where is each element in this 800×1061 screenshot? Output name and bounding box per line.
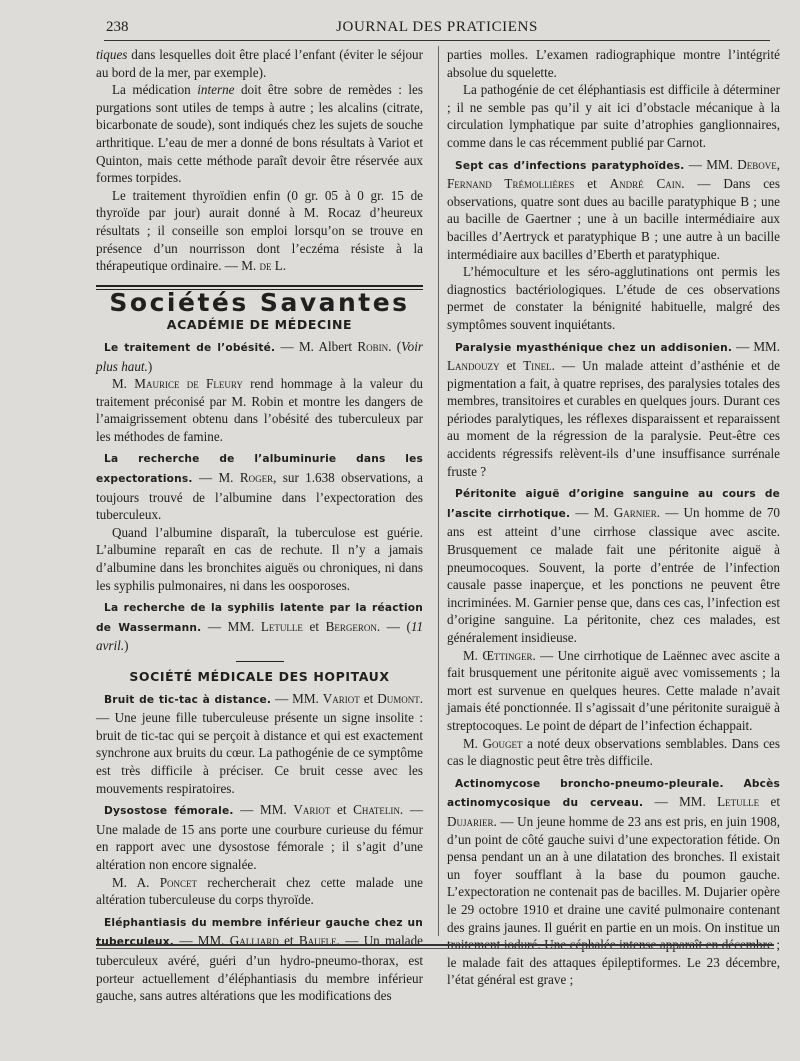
article-title: Paralysie myasthénique chez un addisonien. (455, 341, 733, 354)
text: M. (463, 735, 483, 751)
text: doit être sobre de remèdes : les purgations sont utiles de temps à autre ; les alcalins (citrate, bicarbonate de soude), sont indiqués chez les sujets de souche arthritique. L’eau de mer a donné de bons résultats à Variot et Quinton, mais cette méthode paraît devoir être réservée aux formes torpides. (96, 82, 424, 186)
italic-word: interne (197, 82, 235, 98)
article (96, 690, 423, 798)
section-title: Sociétés Savantes (109, 287, 410, 317)
bottom-rule (96, 948, 774, 949)
paragraph: Quand l’albumine disparaît, la tuberculose est guérie. L’albumine reparaît en cas de rechute. Il n’y a jamais d’albumine dans les bronchites aiguës ou chroniques, ni dans les syphilis pulmonaires, ni dans les oosporoses. (96, 524, 423, 593)
author-name: Debove (737, 156, 777, 172)
author-name: Dumont (377, 690, 420, 706)
article-title: Actinomycose broncho-pneumo-pleurale. Abcès actinomycosique du cerveau. (447, 777, 780, 810)
text: — MM. (174, 933, 230, 949)
text: M. (463, 647, 483, 663)
text: et (302, 618, 326, 634)
text: et (499, 358, 524, 374)
right-column (447, 46, 780, 989)
author-name: Œttinger (482, 647, 533, 663)
article-title: Le traitement de l’obésité. (104, 341, 276, 354)
author-name: Fernand Trémollières (447, 176, 575, 192)
article-title: La recherche de l’albuminurie dans les expectorations. (96, 453, 423, 486)
article-title: Eléphantiasis du membre inférieur gauche chez un tuberculeux. (96, 916, 423, 949)
paragraph (447, 647, 780, 735)
text: — M. (192, 470, 240, 486)
article (96, 913, 423, 1005)
paragraph (96, 46, 423, 81)
paragraph (96, 81, 423, 187)
paragraph (96, 375, 423, 445)
author-name: Gouget (482, 735, 523, 751)
text: . — Dans ces observations, quatre sont dues au bacille paratyphique B ; une au bacille de Gaertner ; une à un bacille intermédiaire aux bacilles d’Aertryck et paratyphique B ; une autre à un bacille intermédiaire aux bacilles d’Eberth et paratyphique. (447, 176, 780, 262)
column-divider (438, 46, 439, 936)
author-name: Dujarier (447, 813, 494, 829)
author-name: Letulle (717, 794, 760, 810)
text: M. A. (112, 874, 160, 890)
text: — MM. (201, 618, 261, 634)
text: et (330, 802, 354, 818)
article (96, 801, 423, 873)
text: . — ( (376, 618, 411, 634)
article (447, 156, 780, 264)
text: — M. (570, 504, 614, 520)
author-name: André Cain (609, 176, 682, 192)
author-name: Letulle (260, 618, 303, 634)
text: . — Un jeune homme de 23 ans est pris, en juin 1908, d’un point de côté gauche suivi d’une expectoration fétide. On pensa pendant un an à une dilatation des bronches. Il existait un foyer soufflant à la base du poumon gauche. L’expectoration ne contenait pas de bacilles. M. Dujarier opère le 29 octobre 1910 et draine une cavité pulmonaire contenant des grains jaunes. Il guérit en partie en un mois. On institue un traitement ioduré. Une céphalée intense apparaît en décembre ; le malade fait des attaques épileptiformes. Le 23 décembre, l’état général est grave ; (447, 813, 780, 988)
article-title: Bruit de tic-tac à distance. (104, 693, 272, 706)
text: , sur 1.638 observations, a toujours trouvé de l’albumine dans l’expectoration des tuberculeux. (96, 470, 424, 523)
article-title: Péritonite aiguë d’origine sanguine au cours de l’ascite cirrhotique. (447, 488, 780, 520)
text: et (359, 690, 378, 706)
author-name: Maurice de Fleury (134, 376, 243, 392)
separator-rule (236, 661, 284, 662)
section-rule (96, 285, 423, 287)
text: rend hommage à la valeur du traitement préconisé par M. Robin et montre les dangers de l’amaigrissement obtenu dans l’obésité des tuberculeux par les méthodes de famine. (96, 376, 423, 444)
article (96, 449, 423, 523)
text: Le traitement thyroïdien enfin (0 gr. 05 à 0 gr. 15 de thyroïde par jour) aurait donné à M. Rocaz d’heureux résultats ; il conseille son emploi lorsqu’on se trouve en présence d’un nourrisson dont l’eczéma résiste à la thérapeutique ordinaire. — M. (96, 187, 423, 274)
text: . — Une jeune fille tuberculeuse présente un signe insolite : bruit de tic-tac qui se perçoit à distance et qui est exactement synchrone aux bruits du cœur. La pathogénie de ce symptôme est très difficile à préciser. Ce bruit cesse avec les mouvements respiratoires. (96, 690, 423, 796)
author-name: Poncet (159, 874, 197, 890)
text: . — Une cirrhotique de Laënnec avec ascite a fait brusquement une péritonite aiguë avec vomissements ; la mort est survenue en quelques heures. Cette malade n’avait jamais été ponctionnée. Il s’agissait d’une péritonite suraiguë à streptocoques. Le point de départ de l’infection échappait. (447, 647, 780, 733)
italic-word: tiques (96, 47, 128, 62)
left-column (96, 46, 423, 1005)
text: . — Un homme de 70 ans est atteint d’une cirrhose classique avec ascite. Brusquement ce malade fait une péritonite aiguë à pneumocoques. Souvent, la porte d’entrée de l’infection causale passe inaperçue, et les ponctions ne peuvent être incriminées. M. Garnier pense que, dans ces cas, l’infection est d’origine sanguine. La péritonite, chez ces malades, est généralement insidieuse. (447, 504, 780, 645)
text: — M. Albert (275, 338, 358, 354)
page-number: 238 (106, 19, 129, 35)
text: et (759, 794, 781, 810)
text: — MM. (233, 802, 294, 818)
article-title: Sept cas d’infections paratyphoïdes. (455, 159, 685, 172)
author-name: Bergeron (325, 618, 377, 634)
text: . — Une malade de 15 ans porte une courbure curieuse du fémur en rapport avec une dysostose fémorale ; il s’agit d’une altération non encore signalée. (96, 802, 423, 872)
hopitaux-heading: SOCIÉTÉ MÉDICALE DES HOPITAUX (129, 669, 390, 684)
paragraph: La pathogénie de cet éléphantiasis est difficile à déterminer ; il ne semble pas qu’il y ait ici d’obstacle mécanique à la circulation lymphatique par suite d’atrophies ganglionnaires, comme dans le cas récemment publié par Carnot. (447, 82, 780, 150)
paragraph (96, 187, 423, 275)
academie-heading: ACADÉMIE DE MÉDECINE (166, 317, 353, 333)
article-title: La recherche de la syphilis latente par la réaction de Wassermann. (96, 602, 423, 634)
journal-title: JOURNAL DES PRATICIENS (336, 19, 538, 35)
article (96, 338, 423, 375)
text: M. (112, 376, 135, 392)
text: La médication (112, 82, 198, 98)
author-name: Tinel (523, 358, 552, 374)
paragraph: parties molles. L’examen radiographique montre l’intégrité absolue du squelette. (447, 47, 780, 80)
session-date: 11 avril. (96, 618, 424, 654)
article (447, 338, 780, 481)
article (96, 598, 423, 655)
author-name: Variot (293, 802, 331, 818)
author-name: Variot (322, 690, 360, 706)
author-name: Baufle (298, 933, 337, 949)
text: — MM. (732, 338, 780, 354)
bottom-rule (96, 944, 774, 946)
paragraph (96, 874, 423, 909)
text: et (574, 176, 610, 192)
article (447, 774, 780, 989)
running-header (104, 18, 770, 41)
text: , (776, 156, 781, 172)
text: et (278, 933, 299, 949)
text: — MM. (684, 156, 738, 172)
text: . — Un malade atteint d’asthénie et de pigmentation a fait, à quatre reprises, des paralysies totales des membres, transitoires et curables en quelques jours. Durant ces périodes paralytiques, les réflexes disparaissent et reparaissent au moment de la régression de la paralysie. Peut-être ces accidents régressifs relèvent-ils d’une insuffisance surrénale fruste ? (447, 358, 780, 479)
text: dans lesquelles doit être placé l’enfant (éviter le séjour au bord de la mer, par exemple). (96, 47, 423, 80)
text: a noté deux observations semblables. Dans ces cas le diagnostic peut être très difficile. (447, 735, 780, 769)
text: . — Un malade tuberculeux avéré, guéri d’un hydro-pneumo-thorax, est porteur actuellement d’éléphantiasis du membre inférieur gauche, sans autres altérations que les modifications des (96, 933, 423, 1004)
author-name: Landouzy (447, 358, 500, 374)
author-name: Robin (357, 338, 389, 354)
paragraph: L’hémoculture et les séro-agglutinations ont permis les diagnostics bactériologiques. L’étude de ces observations permet de constater la bénignité habituelle, malgré des symptômes souvent inquiétants. (447, 264, 780, 332)
article (447, 484, 780, 646)
text: . ( (388, 338, 402, 354)
text: — MM. (271, 690, 323, 706)
italic-note: Voir plus haut. (96, 338, 423, 374)
author-name: Galliard (229, 933, 279, 949)
text: ) (147, 358, 153, 374)
article-title: Dysostose fémorale. (104, 805, 234, 818)
author-name: Roger (239, 470, 274, 486)
text: — MM. (643, 794, 718, 810)
paragraph (447, 735, 780, 770)
author-signature: de L. (259, 258, 287, 274)
text: rechercherait chez cette malade une altération tuberculeuse du corps thyroïde. (96, 874, 423, 908)
text: ) (124, 638, 129, 654)
author-name: Chatelin (353, 802, 400, 818)
author-name: Garnier (613, 504, 657, 520)
